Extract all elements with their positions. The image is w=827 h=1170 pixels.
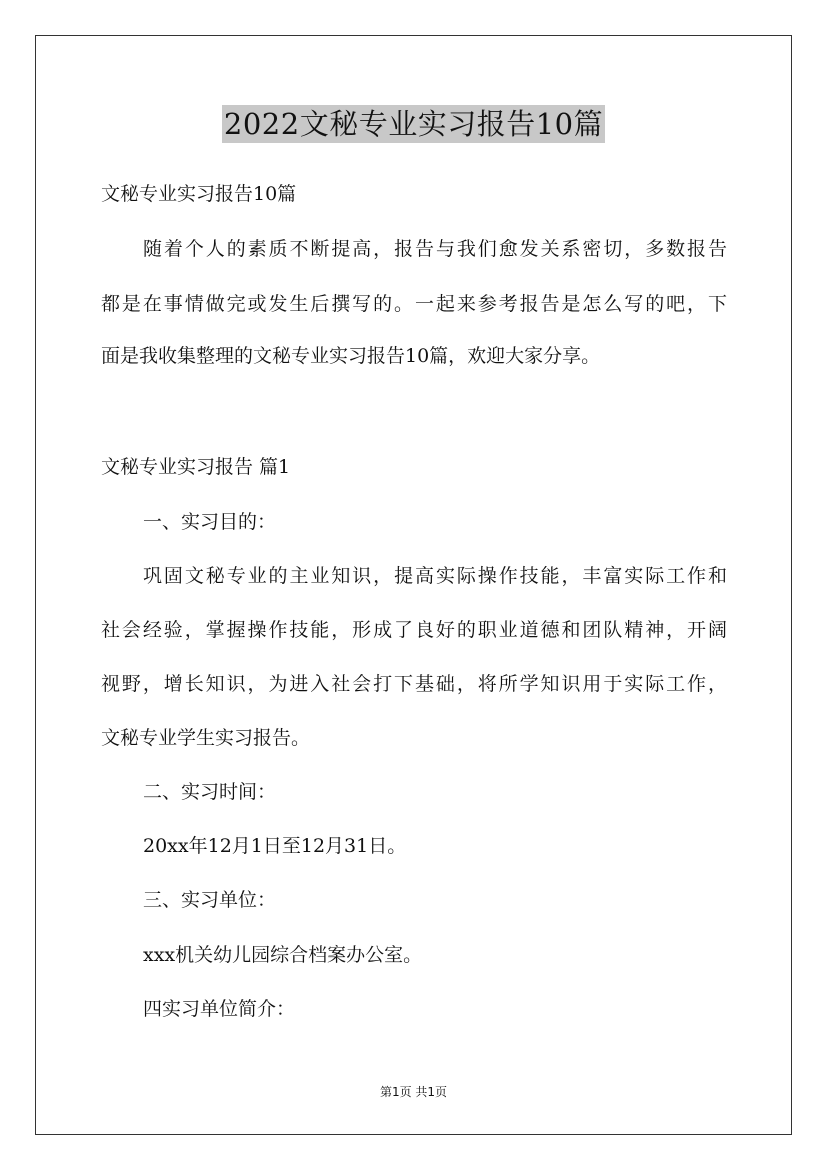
time-text: 20xx年12月1日至12月31日。 [143,835,407,857]
document-title-text: 2022文秘专业实习报告10篇 [223,107,604,141]
intro-line-2: 都是在事情做完或发生后撰写的。一起来参考报告是怎么写的吧，下 [101,293,727,315]
purpose-heading: 一、实习目的： [143,511,277,533]
purpose-line-1: 巩固文秘专业的主业知识，提高实际操作技能，丰富实际工作和 [143,565,727,587]
purpose-line-4: 文秘专业学生实习报告。 [101,727,311,749]
unit-intro-heading: 四实习单位简介： [143,998,296,1020]
unit-text: xxx机关幼儿园综合档案办公室。 [143,944,423,966]
purpose-line-3: 视野，增长知识，为进入社会打下基础，将所学知识用于实际工作， [101,673,727,695]
document-subtitle: 文秘专业实习报告10篇 [101,183,297,205]
time-heading: 二、实习时间： [143,781,277,803]
section-heading: 文秘专业实习报告 篇1 [101,456,291,478]
unit-heading: 三、实习单位： [143,889,277,911]
document-title [0,104,827,143]
intro-line-3: 面是我收集整理的文秘专业实习报告10篇，欢迎大家分享。 [101,345,601,367]
page-footer: 第1页 共1页 [379,1085,448,1099]
purpose-line-2: 社会经验，掌握操作技能，形成了良好的职业道德和团队精神，开阔 [101,619,727,641]
intro-line-1: 随着个人的素质不断提高，报告与我们愈发关系密切，多数报告 [143,238,727,260]
